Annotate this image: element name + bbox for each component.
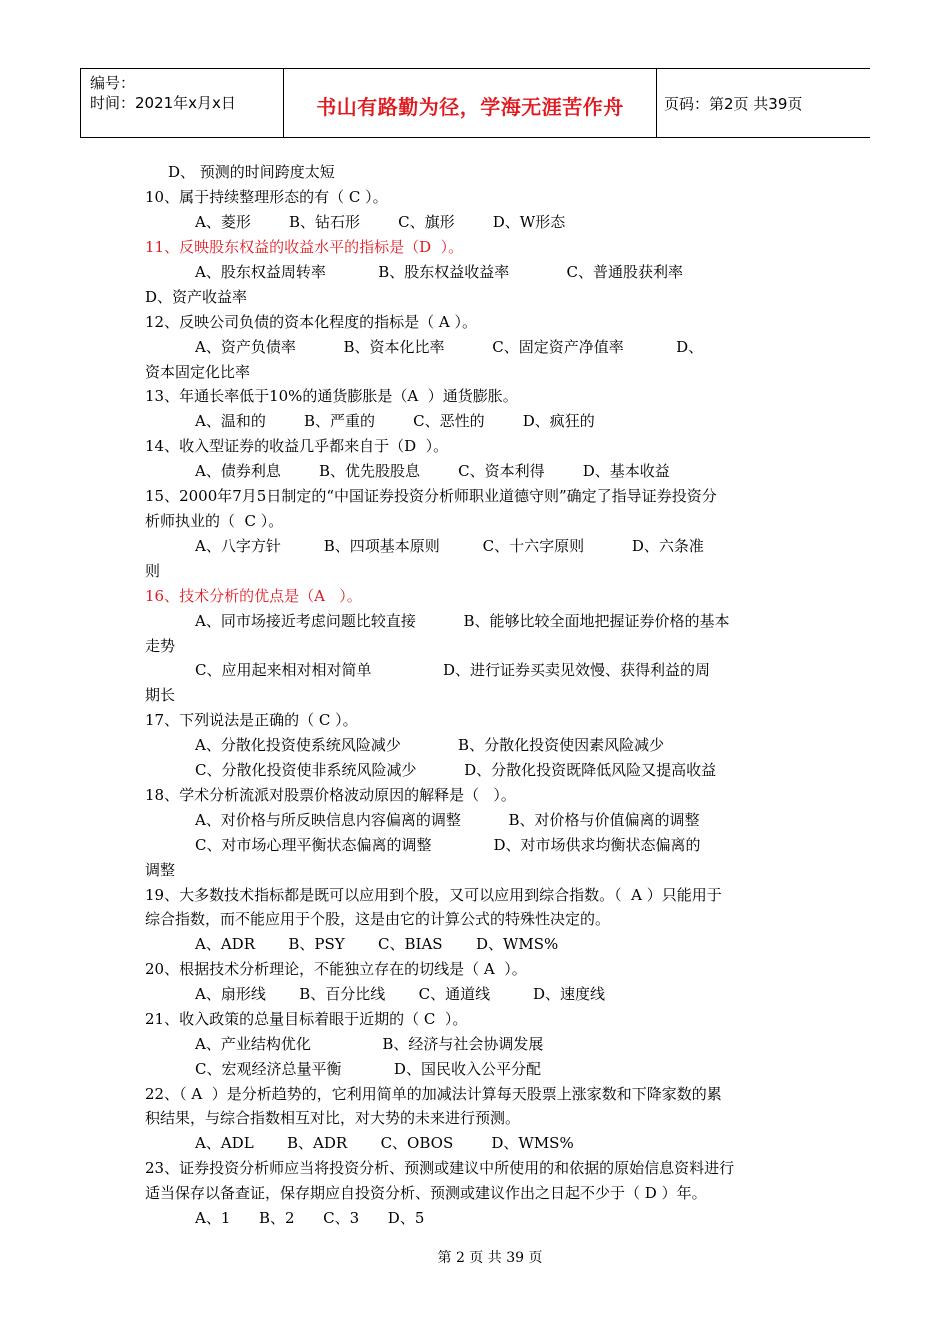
header-meta	[90, 73, 236, 113]
question-line: 15、2000年7月5日制定的“中国证券投资分析师职业道德守则”确定了指导证券投资分	[145, 487, 717, 505]
option-line: A、ADR B、PSY C、BIAS D、WMS%	[195, 935, 559, 953]
option-line: C、宏观经济总量平衡 D、国民收入公平分配	[195, 1060, 541, 1078]
question-line: 16、技术分析的优点是（A ）。	[145, 587, 362, 605]
option-line: 调整	[145, 861, 176, 879]
question-line: 23、证券投资分析师应当将投资分析、预测或建议中所使用的和依据的原始信息资料进行	[145, 1159, 735, 1177]
option-line: 期长	[145, 686, 176, 704]
option-line: A、1 B、2 C、3 D、5	[195, 1209, 425, 1227]
option-line: A、分散化投资使系统风险减少 B、分散化投资使因素风险减少	[195, 736, 665, 754]
question-line: 11、反映股东权益的收益水平的指标是（D ）。	[145, 238, 464, 256]
date-label: 时间：2021年x月x日	[90, 94, 236, 112]
option-line: A、债券利息 B、优先股股息 C、资本利得 D、基本收益	[195, 462, 670, 480]
option-line: 走势	[145, 637, 176, 655]
option-line: A、八字方针 B、四项基本原则 C、十六字原则 D、六条准	[195, 537, 704, 555]
option-line: C、应用起来相对相对简单 D、进行证券买卖见效慢、获得利益的周	[195, 661, 711, 679]
option-line: 资本固定化比率	[145, 363, 251, 381]
question-line: 析师执业的（ C ）。	[145, 512, 284, 530]
option-line: A、对价格与所反映信息内容偏离的调整 B、对价格与价值偏离的调整	[195, 811, 700, 829]
option-line: C、对市场心理平衡状态偏离的调整 D、对市场供求均衡状态偏离的	[195, 836, 701, 854]
question-line: 10、属于持续整理形态的有（ C ）。	[145, 188, 388, 206]
option-line: A、扇形线 B、百分比线 C、通道线 D、速度线	[195, 985, 606, 1003]
option-line: A、ADL B、ADR C、OBOS D、WMS%	[195, 1134, 574, 1152]
option-line: A、股东权益周转率 B、股东权益收益率 C、普通股获利率	[195, 263, 684, 281]
question-line: 13、年通长率低于10%的通货膨胀是（A ）通货膨胀。	[145, 387, 518, 405]
option-line: C、分散化投资使非系统风险减少 D、分散化投资既降低风险又提高收益	[195, 761, 717, 779]
text-line: D、 预测的时间跨度太短	[168, 163, 335, 181]
question-line: 19、大多数技术指标都是既可以应用到个股，又可以应用到综合指数。（ A ）只能用于	[145, 886, 722, 904]
option-line: A、菱形 B、钻石形 C、旗形 D、W形态	[195, 213, 566, 231]
option-line: A、同市场接近考虑问题比较直接 B、能够比较全面地把握证券价格的基本	[195, 612, 730, 630]
page-footer: 第 2 页 共 39 页	[437, 1250, 543, 1266]
question-line: 综合指数，而不能应用于个股，这是由它的计算公式的特殊性决定的。	[145, 910, 611, 928]
option-line: A、温和的 B、严重的 C、恶性的 D、疯狂的	[195, 412, 595, 430]
question-line: 积结果，与综合指数相互对比，对大势的未来进行预测。	[145, 1109, 521, 1127]
question-line: 14、收入型证券的收益几乎都来自于（D ）。	[145, 437, 449, 455]
header-divider-2	[656, 69, 657, 137]
option-line: 则	[145, 562, 161, 580]
header-left-border	[80, 69, 81, 137]
page-header	[80, 68, 870, 138]
question-line: 17、下列说法是正确的（ C ）。	[145, 711, 358, 729]
option-line: D、资产收益率	[145, 288, 248, 306]
question-line: 22、（ A ）是分析趋势的，它利用简单的加减法计算每天股票上涨家数和下降家数的累	[145, 1085, 722, 1103]
header-motto: 书山有路勤为径，学海无涯苦作舟	[316, 95, 624, 119]
option-line: A、产业结构优化 B、经济与社会协调发展	[195, 1035, 544, 1053]
question-line: 21、收入政策的总量目标着眼于近期的（ C ）。	[145, 1010, 468, 1028]
question-line: 20、根据技术分析理论，不能独立存在的切线是（ A ）。	[145, 960, 527, 978]
question-line: 适当保存以备查证，保存期应自投资分析、预测或建议作出之日起不少于（ D ）年。	[145, 1184, 707, 1202]
number-label: 编号：	[90, 74, 136, 92]
option-line: A、资产负债率 B、资本化比率 C、固定资产净值率 D、	[195, 338, 704, 356]
question-line: 12、反映公司负债的资本化程度的指标是（ A ）。	[145, 313, 477, 331]
header-page-info: 页码：第2页 共39页	[664, 95, 803, 113]
question-line: 18、学术分析流派对股票价格波动原因的解释是（ ）。	[145, 786, 516, 804]
